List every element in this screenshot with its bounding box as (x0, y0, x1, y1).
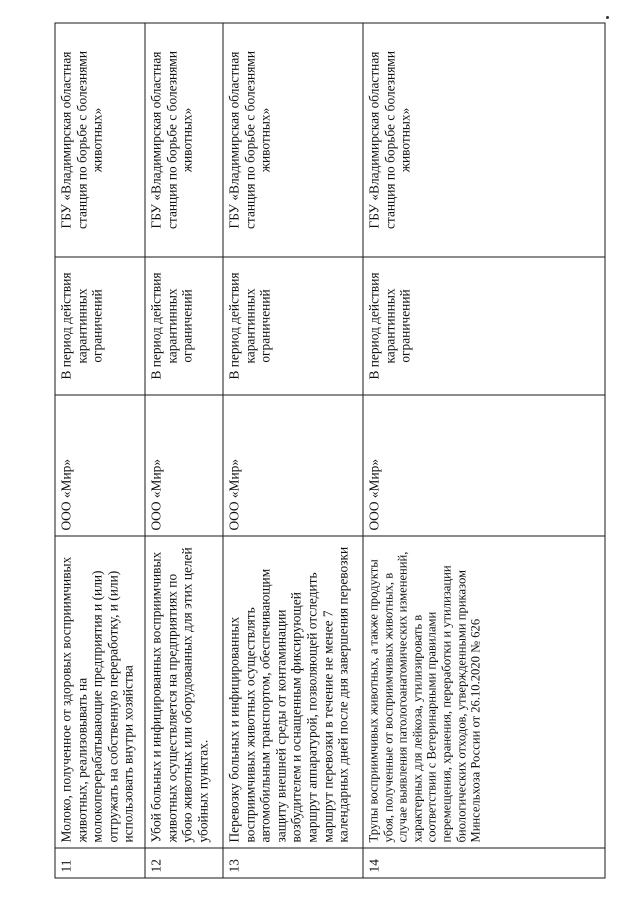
period: В период действия карантинных ограничений (145, 257, 223, 395)
table-row (145, 23, 223, 878)
rotated-table-wrapper (54, 24, 604, 879)
organization: ООО «Мир» (55, 395, 145, 536)
responsible: ГБУ «Владимирская областная станция по борьбе с болезнями животных» (145, 23, 223, 257)
measure-description: Перевозку больных и инфицированных восприимчивых животных осуществлять автомобильным транспортом, обеспечивающим защиту внешней среды от контаминации возбудителем и оснащенным фиксирующей маршрут аппаратурой, позволяющей отследить маршрут перевозки в течение не менее 7 календарных дней после дня завершения перевозки (223, 536, 363, 848)
period: В период действия карантинных ограничений (363, 257, 605, 395)
responsible: ГБУ «Владимирская областная станция по борьбе с болезнями животных» (55, 23, 145, 257)
measure-description: Убой больных и инфицированных восприимчивых животных осуществляется на предприятиях по убою животных или оборудованных для этих целей убойных пунктах. (145, 536, 223, 848)
scan-dot (606, 16, 609, 19)
row-number: 14 (363, 848, 605, 878)
period: В период действия карантинных ограничений (223, 257, 363, 395)
responsible: ГБУ «Владимирская областная станция по борьбе с болезнями животных» (223, 23, 363, 257)
measure-description: Трупы восприимчивых животных, а также продукты убоя, полученные от восприимчивых животных, в случае выявления патологоанатомических изменений, характерных для лейкоза, утилизировать в соответствии с Ветеринарными правилами перемещения, хранения, переработки и утилизации биологических отходов, утвержденными приказом Минсельхоза России от 26.10.2020 № 626 (363, 536, 605, 848)
organization: ООО «Мир» (363, 395, 605, 536)
measure-description: Молоко, полученное от здоровых восприимчивых животных, реализовывать на молокоперерабатывающие предприятия и (или) отгружать на собственную переработку, и (или) использовать внутри хозяйства (55, 536, 145, 848)
organization: ООО «Мир» (145, 395, 223, 536)
table-row (223, 23, 363, 878)
measures-table (54, 23, 605, 879)
row-number: 11 (55, 848, 145, 878)
organization: ООО «Мир» (223, 395, 363, 536)
row-number: 13 (223, 848, 363, 878)
period: В период действия карантинных ограничений (55, 257, 145, 395)
table-row (55, 23, 145, 878)
table-row (363, 23, 605, 878)
row-number: 12 (145, 848, 223, 878)
responsible: ГБУ «Владимирская областная станция по борьбе с болезнями животных» (363, 23, 605, 257)
